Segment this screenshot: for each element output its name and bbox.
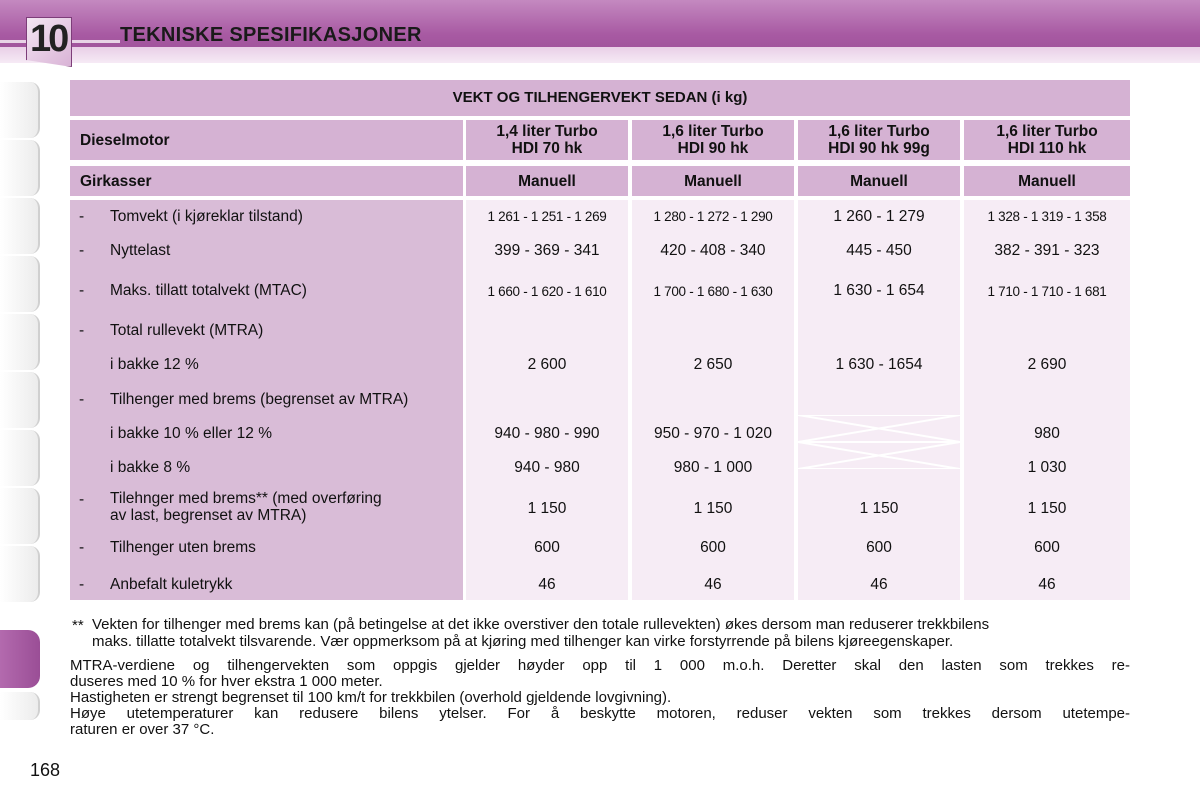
cell-value: 46 [704, 576, 722, 593]
cell-value: 445 - 450 [846, 242, 912, 259]
cell-value: 600 [1034, 539, 1060, 556]
cell-value: 382 - 391 - 323 [994, 242, 1100, 259]
row-dash: - [79, 282, 85, 299]
engine-2-line1: 1,6 liter Turbo [662, 123, 764, 140]
row-label: Nyttelast [110, 242, 171, 259]
side-tab[interactable] [0, 430, 40, 486]
table-row [70, 208, 463, 226]
table-row [70, 356, 463, 374]
row-dash: - [79, 208, 85, 225]
cell-value: 600 [866, 539, 892, 556]
side-tab[interactable] [0, 198, 40, 254]
table-row [70, 576, 463, 594]
cell-value: 2 600 [527, 356, 567, 373]
table-row [70, 242, 463, 260]
row-label: Tilhenger med brems (begrenset av MTRA) [110, 391, 409, 408]
side-tab[interactable] [0, 692, 40, 720]
footnote-marker: ** [72, 617, 84, 634]
side-tab[interactable] [0, 546, 40, 602]
engine-header-3 [798, 120, 960, 160]
cell-value: 1 150 [693, 500, 733, 517]
cell-value: 1 710 - 1 710 - 1 681 [987, 284, 1107, 299]
cell-value: 1 030 [1027, 459, 1067, 476]
cell-value: 1 260 - 1 279 [833, 208, 925, 225]
table-row [70, 425, 463, 443]
cell-value: 399 - 369 - 341 [494, 242, 600, 259]
row-label: Tilhenger uten brems [110, 539, 256, 556]
cell-value: 1 150 [527, 500, 567, 517]
cell-value: 980 - 1 000 [673, 459, 753, 476]
side-tab[interactable] [0, 314, 40, 370]
gearbox-label: Girkasser [70, 166, 463, 196]
table-row [70, 391, 463, 409]
row-label: i bakke 12 % [110, 356, 199, 373]
cell-value: 46 [538, 576, 556, 593]
page-title: TEKNISKE SPESIFIKASJONER [120, 24, 422, 46]
engine-4-line1: 1,6 liter Turbo [996, 123, 1098, 140]
cell-value: 1 700 - 1 680 - 1 630 [653, 284, 773, 299]
row-dash: - [79, 539, 85, 556]
gearbox-1: Manuell [466, 166, 628, 196]
footnote-line: maks. tillatte totalvekt tilsvarende. Vær oppmerksom på at kjøring med tilhenger kan virke forstyrrende på bilens kjøreegenskaper. [92, 633, 954, 650]
table-row [70, 282, 463, 300]
table-row [70, 322, 463, 340]
engine-label: Dieselmotor [70, 120, 463, 160]
cell-value: 940 - 980 [514, 459, 580, 476]
row-dash: - [79, 491, 85, 508]
gearbox-2: Manuell [632, 166, 794, 196]
engine-header-1 [466, 120, 628, 160]
header-underline [0, 47, 1200, 63]
note-paragraph: Hastigheten er strengt begrenset til 100 km/t for trekkbilen (overhold gjeldende lovgivning). [70, 689, 672, 706]
page-number: 168 [30, 760, 61, 780]
cell-value: 2 690 [1027, 356, 1067, 373]
footnote-line: Vekten for tilhenger med brems kan (på betingelse at det ikke overstiver den totale rullevekten) økes dersom man reduserer trekkbilens [92, 616, 990, 633]
gearbox-4: Manuell [964, 166, 1130, 196]
row-label: Total rullevekt (MTRA) [110, 322, 264, 339]
engine-header-2 [632, 120, 794, 160]
cell-value: 980 [1034, 425, 1060, 442]
table-title: VEKT OG TILHENGERVEKT SEDAN (i kg) [70, 80, 1130, 116]
note-paragraph: raturen er over 37 °C. [70, 721, 215, 738]
row-label: Tilehnger med brems** (med overføring [110, 490, 382, 507]
cell-value: 1 328 - 1 319 - 1 358 [987, 209, 1107, 224]
cell-value: 46 [1038, 576, 1056, 593]
row-label-continued: av last, begrenset av MTRA) [110, 507, 307, 524]
engine-3-line2: HDI 90 hk 99g [828, 140, 930, 157]
row-label: i bakke 10 % eller 12 % [110, 425, 272, 442]
cell-value: 1 280 - 1 272 - 1 290 [653, 209, 773, 224]
cell-value: 600 [534, 539, 560, 556]
note-paragraph: Høye utetemperaturer kan redusere bilens ytelser. For å beskytte motoren, reduser vekten som trekkes dersom utetempe- [70, 705, 1130, 722]
row-dash: - [79, 576, 85, 593]
cell-value: 1 150 [1027, 500, 1067, 517]
engine-1-line1: 1,4 liter Turbo [496, 123, 598, 140]
cell-value: 1 261 - 1 251 - 1 269 [487, 209, 607, 224]
row-label: Maks. tillatt totalvekt (MTAC) [110, 282, 307, 299]
chapter-number: 10 [30, 18, 67, 60]
cell-value: 1 630 - 1 654 [833, 282, 925, 299]
side-tab[interactable] [0, 82, 40, 138]
row-label: Tomvekt (i kjøreklar tilstand) [110, 208, 303, 225]
gearbox-3: Manuell [798, 166, 960, 196]
cell-value: 950 - 970 - 1 020 [653, 425, 773, 442]
cell-value: 46 [870, 576, 888, 593]
side-tab[interactable] [0, 488, 40, 544]
row-label: i bakke 8 % [110, 459, 191, 476]
table-row [70, 459, 463, 477]
note-paragraph: MTRA-verdiene og tilhengervekten som oppgis gjelder høyder opp til 1 000 m.o.h. Deretter skal den lasten som trekkes re- [70, 657, 1130, 674]
side-tab-strip [0, 82, 40, 722]
table-row [70, 491, 463, 525]
cell-value: 2 650 [693, 356, 733, 373]
engine-4-line2: HDI 110 hk [1007, 140, 1087, 157]
side-tab[interactable] [0, 140, 40, 196]
note-paragraph: duseres med 10 % for hver ekstra 1 000 meter. [70, 673, 383, 690]
cell-value: 1 150 [859, 500, 899, 517]
engine-1-line2: HDI 70 hk [511, 140, 583, 157]
cell-value: 600 [700, 539, 726, 556]
side-tab[interactable] [0, 372, 40, 428]
row-dash: - [79, 242, 85, 259]
engine-2-line2: HDI 90 hk [677, 140, 749, 157]
cell-value: 1 630 - 1654 [835, 356, 923, 373]
side-tab-active[interactable] [0, 630, 40, 688]
table-row [70, 539, 463, 557]
row-dash: - [79, 322, 85, 339]
row-dash: - [79, 391, 85, 408]
row-label: Anbefalt kuletrykk [110, 576, 233, 593]
cell-value: 940 - 980 - 990 [494, 425, 600, 442]
not-applicable-cross [798, 415, 960, 469]
cell-value: 420 - 408 - 340 [660, 242, 766, 259]
engine-header-4 [964, 120, 1130, 160]
cell-value: 1 660 - 1 620 - 1 610 [487, 284, 607, 299]
side-tab[interactable] [0, 256, 40, 312]
engine-3-line1: 1,6 liter Turbo [828, 123, 930, 140]
